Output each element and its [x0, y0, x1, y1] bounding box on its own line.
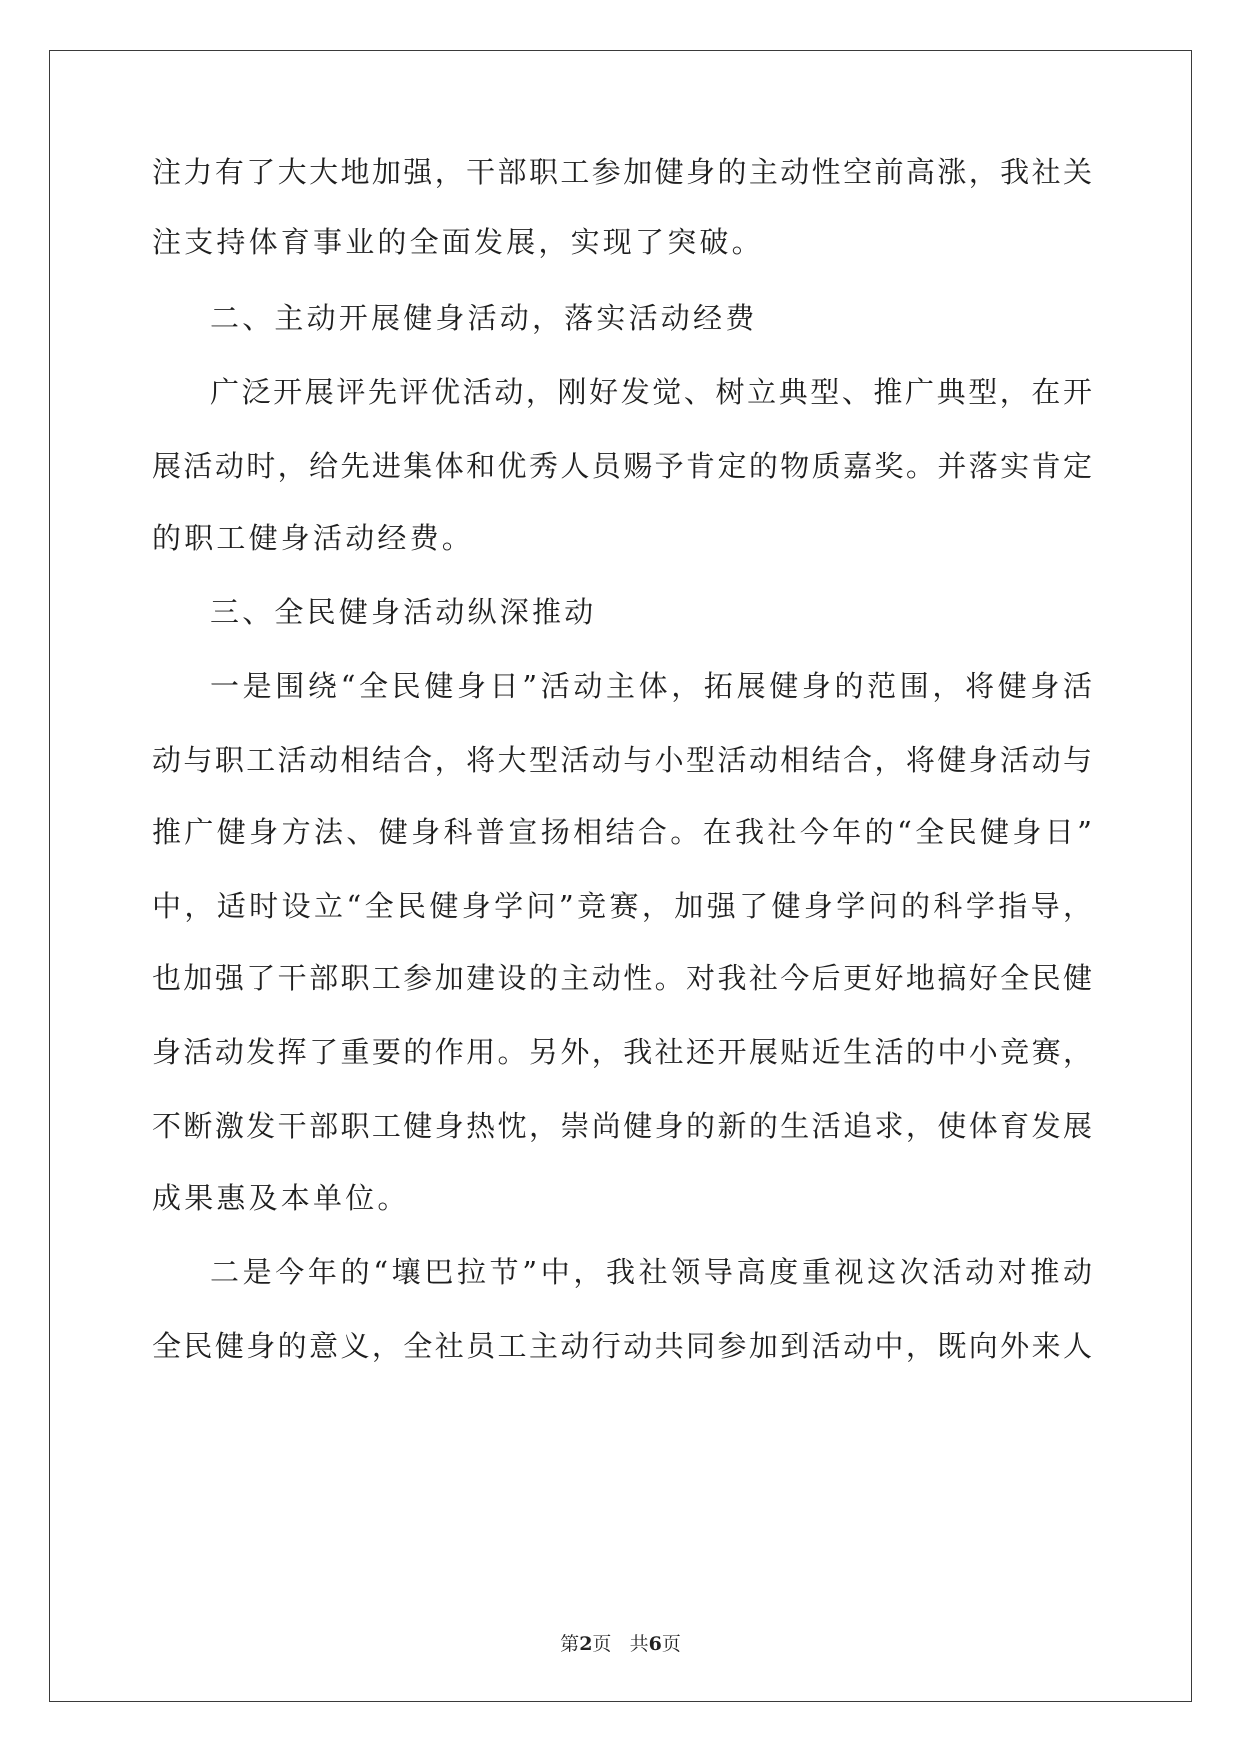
total-prefix: 共 — [629, 1633, 649, 1655]
body-line: 全民健身的意义，全社员工主动行动共同参加到活动中，既向外来人 — [152, 1329, 1092, 1363]
body-line: 一是围绕“全民健身日”活动主体，拓展健身的范围，将健身活 — [210, 669, 1092, 703]
page-prefix: 第 — [560, 1633, 580, 1655]
body-line: 成果惠及本单位。 — [152, 1181, 410, 1215]
body-line: 展活动时，给先进集体和优秀人员赐予肯定的物质嘉奖。并落实肯定 — [152, 449, 1092, 483]
total-suffix: 页 — [661, 1633, 681, 1655]
body-line: 也加强了干部职工参加建设的主动性。对我社今后更好地搞好全民健 — [152, 961, 1092, 995]
body-line: 中，适时设立“全民健身学问”竞赛，加强了健身学问的科学指导， — [152, 889, 1092, 923]
page-current: 2 — [579, 1633, 593, 1655]
body-line: 二是今年的“壤巴拉节”中，我社领导高度重视这次活动对推动 — [210, 1255, 1092, 1289]
body-line: 推广健身方法、健身科普宣扬相结合。在我社今年的“全民健身日” — [152, 815, 1092, 849]
section-heading: 三、全民健身活动纵深推动 — [210, 595, 597, 629]
body-line: 广泛开展评先评优活动，刚好发觉、树立典型、推广典型，在开 — [210, 375, 1092, 409]
body-line: 注力有了大大地加强，干部职工参加健身的主动性空前高涨，我社关 — [152, 155, 1092, 189]
section-heading: 二、主动开展健身活动，落实活动经费 — [210, 301, 758, 335]
page-footer — [0, 1632, 1241, 1656]
page-suffix: 页 — [592, 1633, 612, 1655]
page-total: 6 — [648, 1633, 662, 1655]
body-line: 不断激发干部职工健身热忱，崇尚健身的新的生活追求，使体育发展 — [152, 1109, 1092, 1143]
body-line: 注支持体育事业的全面发展，实现了突破。 — [152, 225, 764, 259]
body-line: 的职工健身活动经费。 — [152, 521, 475, 555]
body-line: 动与职工活动相结合，将大型活动与小型活动相结合，将健身活动与 — [152, 743, 1092, 777]
body-line: 身活动发挥了重要的作用。另外，我社还开展贴近生活的中小竞赛， — [152, 1035, 1092, 1069]
